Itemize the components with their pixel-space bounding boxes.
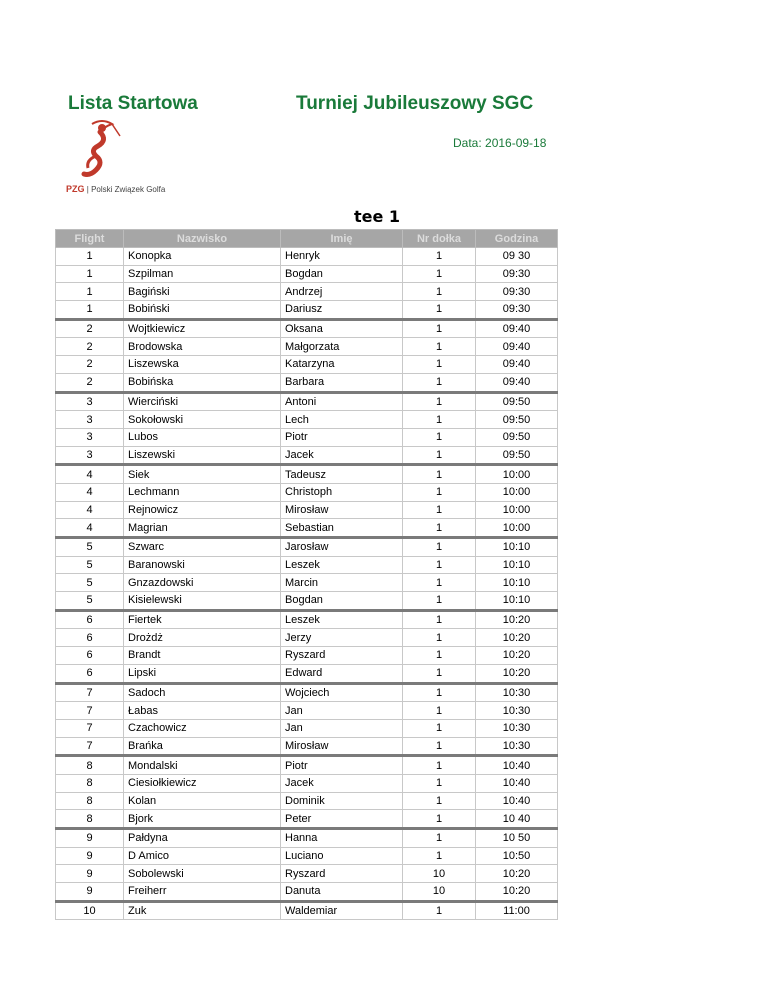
col-header-flight: Flight bbox=[56, 230, 124, 248]
time-cell: 10:20 bbox=[476, 629, 558, 647]
time-cell: 10:10 bbox=[476, 592, 558, 611]
table-row bbox=[56, 592, 558, 611]
flight-cell: 4 bbox=[56, 519, 124, 538]
table-row bbox=[56, 501, 558, 519]
flight-cell: 9 bbox=[56, 883, 124, 902]
col-header-nazwisko: Nazwisko bbox=[124, 230, 281, 248]
surname-cell: Ciesiołkiewicz bbox=[124, 774, 281, 792]
hole-cell: 1 bbox=[403, 301, 476, 320]
hole-cell: 1 bbox=[403, 428, 476, 446]
firstname-cell: Małgorzata bbox=[281, 338, 403, 356]
surname-cell: Liszewska bbox=[124, 356, 281, 374]
surname-cell: Bobiński bbox=[124, 301, 281, 320]
hole-cell: 1 bbox=[403, 373, 476, 392]
table-row bbox=[56, 865, 558, 883]
hole-cell: 1 bbox=[403, 446, 476, 465]
surname-cell: Brodowska bbox=[124, 338, 281, 356]
flight-cell: 5 bbox=[56, 592, 124, 611]
firstname-cell: Danuta bbox=[281, 883, 403, 902]
table-row bbox=[56, 428, 558, 446]
firstname-cell: Marcin bbox=[281, 574, 403, 592]
table-row bbox=[56, 774, 558, 792]
table-row bbox=[56, 392, 558, 411]
hole-cell: 1 bbox=[403, 737, 476, 756]
table-row bbox=[56, 883, 558, 902]
hole-cell: 1 bbox=[403, 265, 476, 283]
flight-cell: 4 bbox=[56, 483, 124, 501]
table-row bbox=[56, 829, 558, 848]
flight-cell: 1 bbox=[56, 301, 124, 320]
firstname-cell: Piotr bbox=[281, 428, 403, 446]
firstname-cell: Tadeusz bbox=[281, 465, 403, 484]
firstname-cell: Jan bbox=[281, 702, 403, 720]
surname-cell: Zuk bbox=[124, 901, 281, 920]
time-cell: 10:00 bbox=[476, 483, 558, 501]
logo-caption bbox=[66, 184, 165, 194]
time-cell: 10:30 bbox=[476, 702, 558, 720]
time-cell: 10:30 bbox=[476, 737, 558, 756]
hole-cell: 1 bbox=[403, 465, 476, 484]
flight-cell: 1 bbox=[56, 265, 124, 283]
time-cell: 10:20 bbox=[476, 664, 558, 683]
table-row bbox=[56, 847, 558, 865]
time-cell: 11:00 bbox=[476, 901, 558, 920]
surname-cell: Szwarc bbox=[124, 538, 281, 557]
firstname-cell: Katarzyna bbox=[281, 356, 403, 374]
logo-abbr: PZG bbox=[66, 184, 85, 194]
table-row bbox=[56, 702, 558, 720]
surname-cell: Sadoch bbox=[124, 683, 281, 702]
firstname-cell: Piotr bbox=[281, 756, 403, 775]
surname-cell: Pałdyna bbox=[124, 829, 281, 848]
table-row bbox=[56, 756, 558, 775]
time-cell: 09:30 bbox=[476, 265, 558, 283]
time-cell: 10:20 bbox=[476, 610, 558, 629]
flight-cell: 7 bbox=[56, 683, 124, 702]
table-row bbox=[56, 248, 558, 266]
surname-cell: Kolan bbox=[124, 792, 281, 810]
table-row bbox=[56, 265, 558, 283]
logo-separator: | bbox=[86, 185, 89, 194]
table-row bbox=[56, 411, 558, 429]
firstname-cell: Bogdan bbox=[281, 265, 403, 283]
time-cell: 10:40 bbox=[476, 792, 558, 810]
date-label: Data: 2016-09-18 bbox=[453, 136, 547, 150]
time-cell: 10:10 bbox=[476, 574, 558, 592]
hole-cell: 1 bbox=[403, 810, 476, 829]
flight-cell: 5 bbox=[56, 574, 124, 592]
hole-cell: 1 bbox=[403, 683, 476, 702]
surname-cell: Lubos bbox=[124, 428, 281, 446]
col-header-nr-dolka: Nr dołka bbox=[403, 230, 476, 248]
list-title: Lista Startowa bbox=[68, 93, 198, 114]
time-cell: 10:20 bbox=[476, 865, 558, 883]
table-row bbox=[56, 283, 558, 301]
firstname-cell: Jarosław bbox=[281, 538, 403, 557]
table-row bbox=[56, 610, 558, 629]
surname-cell: Gnzazdowski bbox=[124, 574, 281, 592]
hole-cell: 1 bbox=[403, 556, 476, 574]
firstname-cell: Dariusz bbox=[281, 301, 403, 320]
hole-cell: 1 bbox=[403, 610, 476, 629]
table-row bbox=[56, 737, 558, 756]
firstname-cell: Sebastian bbox=[281, 519, 403, 538]
hole-cell: 1 bbox=[403, 629, 476, 647]
col-header-godzina: Godzina bbox=[476, 230, 558, 248]
flight-cell: 3 bbox=[56, 392, 124, 411]
firstname-cell: Leszek bbox=[281, 610, 403, 629]
hole-cell: 1 bbox=[403, 283, 476, 301]
time-cell: 09:40 bbox=[476, 356, 558, 374]
firstname-cell: Antoni bbox=[281, 392, 403, 411]
table-row bbox=[56, 319, 558, 338]
hole-cell: 1 bbox=[403, 901, 476, 920]
firstname-cell: Leszek bbox=[281, 556, 403, 574]
table-row bbox=[56, 629, 558, 647]
hole-cell: 1 bbox=[403, 501, 476, 519]
flight-cell: 3 bbox=[56, 411, 124, 429]
hole-cell: 1 bbox=[403, 829, 476, 848]
table-row bbox=[56, 810, 558, 829]
tournament-title: Turniej Jubileuszowy SGC bbox=[296, 93, 534, 114]
tee-label: tee 1 bbox=[354, 207, 401, 226]
surname-cell: Łabas bbox=[124, 702, 281, 720]
surname-cell: Rejnowicz bbox=[124, 501, 281, 519]
table-row bbox=[56, 519, 558, 538]
time-cell: 10 50 bbox=[476, 829, 558, 848]
time-cell: 09:50 bbox=[476, 446, 558, 465]
flight-cell: 10 bbox=[56, 901, 124, 920]
hole-cell: 1 bbox=[403, 847, 476, 865]
flight-cell: 2 bbox=[56, 373, 124, 392]
hole-cell: 1 bbox=[403, 356, 476, 374]
hole-cell: 1 bbox=[403, 647, 476, 665]
golfer-logo-icon bbox=[62, 116, 132, 186]
hole-cell: 10 bbox=[403, 865, 476, 883]
table-row bbox=[56, 538, 558, 557]
hole-cell: 1 bbox=[403, 411, 476, 429]
flight-cell: 3 bbox=[56, 446, 124, 465]
surname-cell: Lipski bbox=[124, 664, 281, 683]
firstname-cell: Luciano bbox=[281, 847, 403, 865]
flight-cell: 9 bbox=[56, 847, 124, 865]
table-row bbox=[56, 446, 558, 465]
flight-cell: 8 bbox=[56, 756, 124, 775]
flight-cell: 6 bbox=[56, 610, 124, 629]
table-header-row bbox=[56, 230, 558, 248]
firstname-cell: Mirosław bbox=[281, 501, 403, 519]
time-cell: 09:30 bbox=[476, 301, 558, 320]
flight-cell: 7 bbox=[56, 702, 124, 720]
firstname-cell: Henryk bbox=[281, 248, 403, 266]
surname-cell: Sokołowski bbox=[124, 411, 281, 429]
firstname-cell: Andrzej bbox=[281, 283, 403, 301]
hole-cell: 1 bbox=[403, 538, 476, 557]
time-cell: 09:50 bbox=[476, 392, 558, 411]
time-cell: 09 30 bbox=[476, 248, 558, 266]
table-row bbox=[56, 719, 558, 737]
hole-cell: 1 bbox=[403, 519, 476, 538]
time-cell: 10:40 bbox=[476, 756, 558, 775]
table-row bbox=[56, 574, 558, 592]
hole-cell: 1 bbox=[403, 483, 476, 501]
time-cell: 10:50 bbox=[476, 847, 558, 865]
flight-cell: 8 bbox=[56, 774, 124, 792]
firstname-cell: Bogdan bbox=[281, 592, 403, 611]
firstname-cell: Oksana bbox=[281, 319, 403, 338]
surname-cell: Konopka bbox=[124, 248, 281, 266]
hole-cell: 1 bbox=[403, 338, 476, 356]
surname-cell: Liszewski bbox=[124, 446, 281, 465]
surname-cell: Siek bbox=[124, 465, 281, 484]
time-cell: 09:40 bbox=[476, 319, 558, 338]
surname-cell: Drożdż bbox=[124, 629, 281, 647]
flight-cell: 2 bbox=[56, 356, 124, 374]
surname-cell: Brańka bbox=[124, 737, 281, 756]
hole-cell: 1 bbox=[403, 319, 476, 338]
firstname-cell: Jacek bbox=[281, 774, 403, 792]
surname-cell: Mondalski bbox=[124, 756, 281, 775]
firstname-cell: Dominik bbox=[281, 792, 403, 810]
flight-cell: 1 bbox=[56, 283, 124, 301]
firstname-cell: Jacek bbox=[281, 446, 403, 465]
time-cell: 10:30 bbox=[476, 683, 558, 702]
firstname-cell: Edward bbox=[281, 664, 403, 683]
hole-cell: 1 bbox=[403, 702, 476, 720]
surname-cell: Sobolewski bbox=[124, 865, 281, 883]
flight-cell: 2 bbox=[56, 319, 124, 338]
hole-cell: 1 bbox=[403, 774, 476, 792]
flight-cell: 2 bbox=[56, 338, 124, 356]
surname-cell: Bjork bbox=[124, 810, 281, 829]
flight-cell: 1 bbox=[56, 248, 124, 266]
surname-cell: Bobińska bbox=[124, 373, 281, 392]
flight-cell: 4 bbox=[56, 501, 124, 519]
surname-cell: Wierciński bbox=[124, 392, 281, 411]
firstname-cell: Jan bbox=[281, 719, 403, 737]
surname-cell: Freiherr bbox=[124, 883, 281, 902]
hole-cell: 10 bbox=[403, 883, 476, 902]
firstname-cell: Barbara bbox=[281, 373, 403, 392]
surname-cell: D Amico bbox=[124, 847, 281, 865]
time-cell: 10:00 bbox=[476, 501, 558, 519]
col-header-imie: Imię bbox=[281, 230, 403, 248]
surname-cell: Kisielewski bbox=[124, 592, 281, 611]
hole-cell: 1 bbox=[403, 756, 476, 775]
table-row bbox=[56, 373, 558, 392]
time-cell: 10:40 bbox=[476, 774, 558, 792]
firstname-cell: Wojciech bbox=[281, 683, 403, 702]
time-cell: 09:30 bbox=[476, 283, 558, 301]
firstname-cell: Waldemiar bbox=[281, 901, 403, 920]
time-cell: 09:40 bbox=[476, 338, 558, 356]
table-row bbox=[56, 792, 558, 810]
time-cell: 10:30 bbox=[476, 719, 558, 737]
flight-cell: 9 bbox=[56, 829, 124, 848]
table-row bbox=[56, 483, 558, 501]
surname-cell: Bagiński bbox=[124, 283, 281, 301]
flight-cell: 6 bbox=[56, 647, 124, 665]
firstname-cell: Jerzy bbox=[281, 629, 403, 647]
start-list-table bbox=[55, 229, 558, 920]
logo-name: Polski Związek Golfa bbox=[91, 185, 166, 194]
firstname-cell: Ryszard bbox=[281, 865, 403, 883]
table-row bbox=[56, 356, 558, 374]
surname-cell: Fiertek bbox=[124, 610, 281, 629]
table-row bbox=[56, 901, 558, 920]
time-cell: 09:50 bbox=[476, 411, 558, 429]
time-cell: 09:50 bbox=[476, 428, 558, 446]
firstname-cell: Peter bbox=[281, 810, 403, 829]
flight-cell: 3 bbox=[56, 428, 124, 446]
firstname-cell: Ryszard bbox=[281, 647, 403, 665]
surname-cell: Baranowski bbox=[124, 556, 281, 574]
flight-cell: 5 bbox=[56, 538, 124, 557]
table-row bbox=[56, 556, 558, 574]
flight-cell: 4 bbox=[56, 465, 124, 484]
surname-cell: Lechmann bbox=[124, 483, 281, 501]
hole-cell: 1 bbox=[403, 392, 476, 411]
time-cell: 10 40 bbox=[476, 810, 558, 829]
hole-cell: 1 bbox=[403, 664, 476, 683]
table-row bbox=[56, 338, 558, 356]
time-cell: 10:10 bbox=[476, 538, 558, 557]
surname-cell: Brandt bbox=[124, 647, 281, 665]
flight-cell: 5 bbox=[56, 556, 124, 574]
table-row bbox=[56, 465, 558, 484]
flight-cell: 6 bbox=[56, 629, 124, 647]
hole-cell: 1 bbox=[403, 574, 476, 592]
time-cell: 10:20 bbox=[476, 883, 558, 902]
flight-cell: 7 bbox=[56, 737, 124, 756]
surname-cell: Magrian bbox=[124, 519, 281, 538]
time-cell: 09:40 bbox=[476, 373, 558, 392]
surname-cell: Szpilman bbox=[124, 265, 281, 283]
table-row bbox=[56, 683, 558, 702]
table-row bbox=[56, 301, 558, 320]
firstname-cell: Mirosław bbox=[281, 737, 403, 756]
firstname-cell: Lech bbox=[281, 411, 403, 429]
surname-cell: Czachowicz bbox=[124, 719, 281, 737]
flight-cell: 6 bbox=[56, 664, 124, 683]
table-row bbox=[56, 664, 558, 683]
flight-cell: 7 bbox=[56, 719, 124, 737]
flight-cell: 9 bbox=[56, 865, 124, 883]
hole-cell: 1 bbox=[403, 248, 476, 266]
time-cell: 10:00 bbox=[476, 519, 558, 538]
time-cell: 10:20 bbox=[476, 647, 558, 665]
hole-cell: 1 bbox=[403, 792, 476, 810]
time-cell: 10:10 bbox=[476, 556, 558, 574]
time-cell: 10:00 bbox=[476, 465, 558, 484]
hole-cell: 1 bbox=[403, 592, 476, 611]
hole-cell: 1 bbox=[403, 719, 476, 737]
flight-cell: 8 bbox=[56, 792, 124, 810]
table-row bbox=[56, 647, 558, 665]
firstname-cell: Christoph bbox=[281, 483, 403, 501]
firstname-cell: Hanna bbox=[281, 829, 403, 848]
flight-cell: 8 bbox=[56, 810, 124, 829]
surname-cell: Wojtkiewicz bbox=[124, 319, 281, 338]
